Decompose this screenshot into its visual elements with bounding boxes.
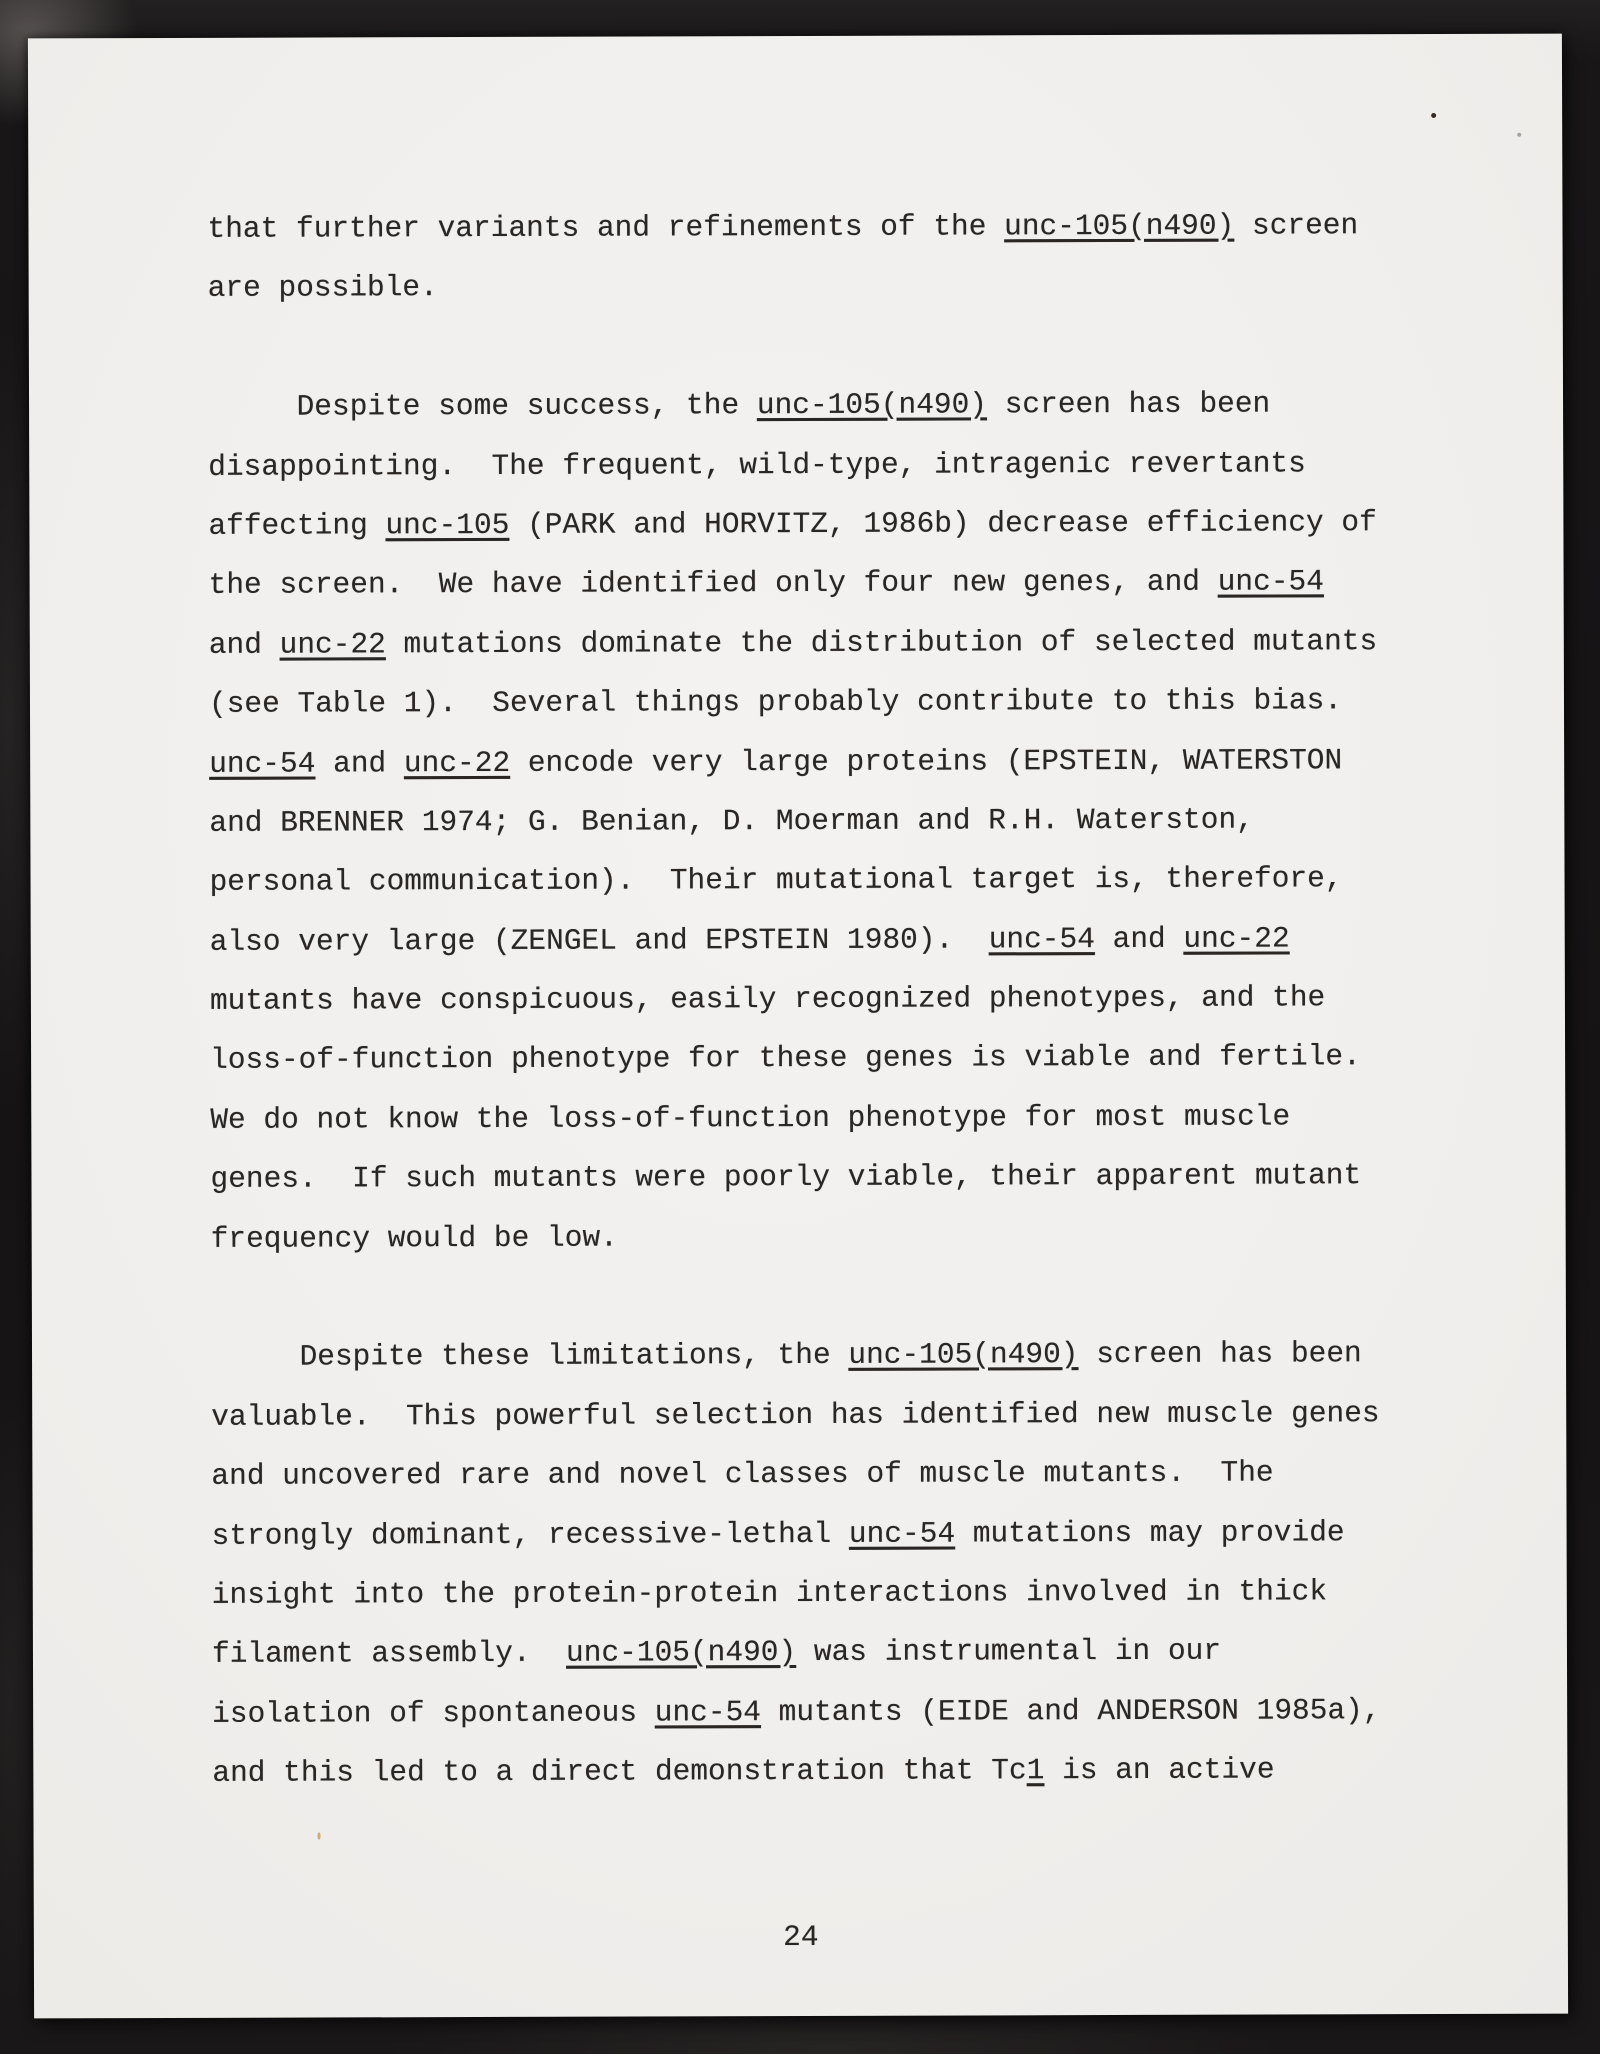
underlined-gene-name: unc-22 xyxy=(279,627,386,662)
typed-line xyxy=(210,909,1379,972)
typed-line xyxy=(210,968,1379,1031)
typed-text-segment: screen has been xyxy=(986,386,1271,422)
typed-text-segment: frequency would be low. xyxy=(210,1220,618,1256)
typed-text-segment: genes. If such mutants were poorly viable, their apparent mutant xyxy=(210,1158,1362,1197)
typed-text-segment: disappointing. The frequent, wild-type, intragenic revertants xyxy=(208,445,1306,484)
typed-line xyxy=(209,790,1378,853)
typed-line xyxy=(210,1028,1379,1091)
typed-line xyxy=(210,1146,1379,1209)
typed-text-segment: affecting xyxy=(208,508,386,543)
typed-text-segment: isolation of spontaneous xyxy=(212,1695,655,1731)
typed-text-segment: mutations dominate the distribution of selected mutants xyxy=(385,623,1378,662)
underlined-gene-name: 1 xyxy=(1026,1753,1045,1788)
typed-line xyxy=(208,256,1377,319)
typed-line xyxy=(208,374,1377,437)
underlined-gene-name: unc-22 xyxy=(403,745,511,780)
typed-text-segment: mutants have conspicuous, easily recognized phenotypes, and the xyxy=(209,980,1326,1018)
typed-text-segment: mutants (EIDE and ANDERSON 1985a), xyxy=(760,1692,1381,1729)
typed-line xyxy=(211,1384,1380,1447)
typed-line xyxy=(211,1443,1380,1506)
typed-text-segment: (see Table 1). Several things probably contribute to this bias. xyxy=(208,683,1343,721)
typed-text-segment: and xyxy=(315,745,404,781)
typed-text-segment: and BRENNER 1974; G. Benian, D. Moerman and R.H. Waterston, xyxy=(209,802,1254,840)
typed-line xyxy=(212,1503,1381,1566)
typed-line xyxy=(207,196,1376,259)
document-page xyxy=(28,34,1568,2019)
typed-text-segment: insight into the protein-protein interactions involved in thick xyxy=(211,1574,1328,1612)
typed-text-segment: filament assembly. xyxy=(211,1636,567,1672)
underlined-gene-name: unc-54 xyxy=(988,921,1095,957)
typed-text-segment: screen xyxy=(1234,208,1359,243)
underlined-gene-name: unc-54 xyxy=(848,1516,956,1551)
page-number: 24 xyxy=(783,1919,819,1955)
underlined-gene-name: unc-54 xyxy=(209,746,316,781)
typed-text-segment: valuable. This powerful selection has identified new muscle genes xyxy=(211,1395,1380,1434)
underlined-gene-name: unc-105(n490) xyxy=(756,387,988,423)
typed-text-segment: is an active xyxy=(1044,1752,1275,1788)
typed-line xyxy=(211,1265,1380,1328)
typed-text-segment: that further variants and refinements of the xyxy=(207,209,1005,246)
typed-text-segment: Despite these limitations, the xyxy=(210,1338,849,1375)
typed-line xyxy=(212,1740,1381,1803)
underlined-gene-name: unc-105(n490) xyxy=(1004,208,1235,244)
typed-line xyxy=(209,553,1378,616)
typed-text-segment: also very large (ZENGEL and EPSTEIN 1980). xyxy=(209,922,989,959)
typed-text-segment: are possible. xyxy=(207,270,438,306)
typed-text-segment: loss-of-function phenotype for these genes is viable and fertile. xyxy=(210,1039,1361,1078)
typed-line xyxy=(211,1206,1380,1269)
typed-line xyxy=(210,1087,1379,1150)
typed-text-segment: encode very large proteins (EPSTEIN, WATERSTON xyxy=(510,742,1343,780)
typed-line xyxy=(212,1562,1381,1625)
paper-fiber-speck xyxy=(318,1833,321,1840)
typed-text-segment: strongly dominant, recessive-lethal xyxy=(211,1516,849,1553)
typed-line xyxy=(211,1325,1380,1388)
underlined-gene-name: unc-105(n490) xyxy=(848,1337,1079,1373)
typed-text-segment: mutations may provide xyxy=(955,1514,1345,1551)
faint-speck xyxy=(1517,133,1521,137)
typed-line xyxy=(212,1622,1381,1685)
underlined-gene-name: unc-105(n490) xyxy=(565,1635,797,1671)
typed-line xyxy=(212,1681,1381,1744)
ink-speck xyxy=(1431,113,1436,118)
underlined-gene-name: unc-54 xyxy=(1217,564,1324,600)
typed-line xyxy=(209,612,1378,675)
typed-line xyxy=(208,315,1377,378)
underlined-gene-name: unc-54 xyxy=(654,1694,762,1730)
typed-text-segment: the screen. We have identified only four new genes, and xyxy=(208,565,1218,603)
typed-text-segment: personal communication). Their mutational target is, therefore, xyxy=(209,861,1343,900)
typed-text-segment: and uncovered rare and novel classes of muscle mutants. The xyxy=(211,1455,1274,1494)
typed-text-segment: We do not know the loss-of-function phenotype for most muscle xyxy=(210,1099,1291,1137)
typed-text-segment: Despite some success, the xyxy=(207,388,757,425)
typed-line xyxy=(209,671,1378,734)
typed-line xyxy=(208,434,1377,497)
typed-text-segment: (PARK and HORVITZ, 1986b) decrease efficiency of xyxy=(509,505,1377,542)
underlined-gene-name: unc-105 xyxy=(385,507,510,543)
typed-text-segment: and xyxy=(1094,921,1184,956)
typed-text-segment: and xyxy=(208,627,280,662)
typed-line xyxy=(209,849,1378,912)
typed-line xyxy=(209,731,1378,794)
underlined-gene-name: unc-22 xyxy=(1183,921,1290,956)
typed-text-segment: and this led to a direct demonstration that Tc xyxy=(212,1753,1027,1790)
typed-text-segment: was instrumental in our xyxy=(796,1634,1222,1670)
typed-line xyxy=(208,493,1377,556)
typed-text-body xyxy=(207,196,1380,1803)
typed-text-segment: screen has been xyxy=(1078,1336,1362,1372)
